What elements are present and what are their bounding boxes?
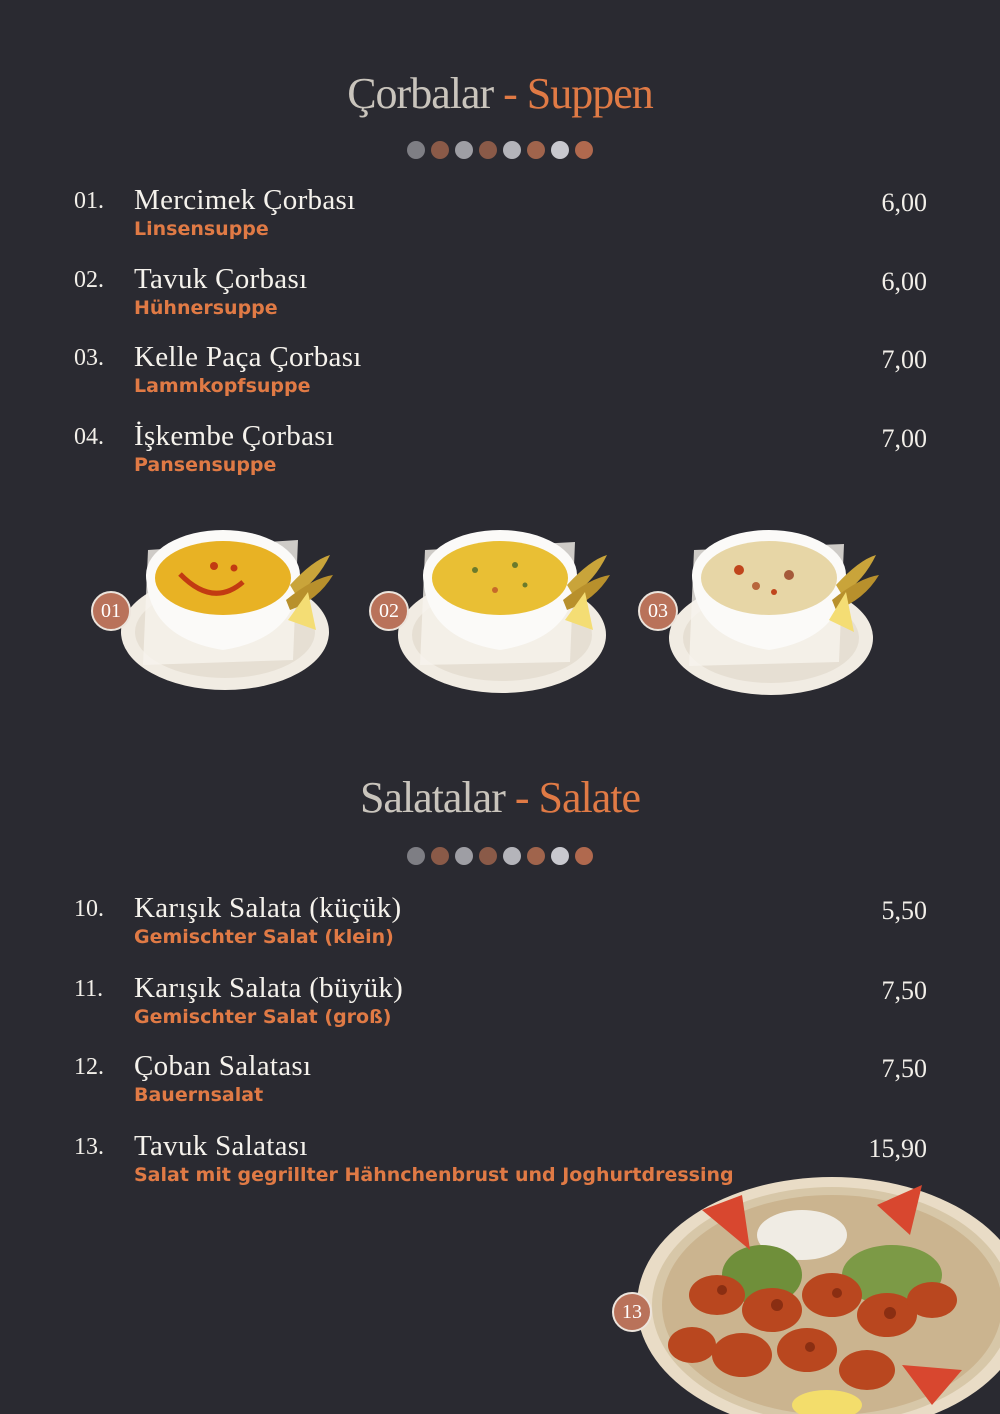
item-description: Salat mit gegrillter Hähnchenbrust und Joghurtdressing [134, 1164, 734, 1186]
item-price: 7,50 [881, 1054, 927, 1083]
photo-badge: 13 [612, 1292, 652, 1332]
item-price: 5,50 [881, 896, 927, 925]
dot-2 [431, 847, 449, 865]
section-title-separator: - [504, 773, 539, 822]
section-title-tr: Çorbalar [347, 69, 494, 118]
item-price: 7,00 [881, 424, 927, 453]
item-description: Hühnersuppe [134, 297, 278, 319]
item-number: 12. [74, 1054, 104, 1080]
item-name: Mercimek Çorbası [134, 184, 356, 216]
item-price: 7,00 [881, 345, 927, 374]
dot-4 [479, 141, 497, 159]
menu-item [0, 1050, 1000, 1114]
item-name: Kelle Paça Çorbası [134, 341, 362, 373]
item-number: 10. [74, 896, 104, 922]
item-name: İşkembe Çorbası [134, 420, 335, 452]
item-description: Bauernsalat [134, 1084, 264, 1106]
item-description: Pansensuppe [134, 454, 277, 476]
dot-7 [551, 847, 569, 865]
dot-7 [551, 141, 569, 159]
item-number: 01. [74, 188, 104, 214]
dot-8 [575, 141, 593, 159]
dot-1 [407, 141, 425, 159]
dot-5 [503, 141, 521, 159]
dot-6 [527, 847, 545, 865]
item-description: Lammkopfsuppe [134, 375, 311, 397]
chicken-soup-photo [395, 520, 610, 695]
section-title-de: Salate [538, 773, 641, 822]
item-name: Çoban Salatası [134, 1050, 312, 1082]
menu-item [0, 263, 1000, 327]
chicken-salad-photo [632, 1175, 1000, 1414]
item-description: Gemischter Salat (groß) [134, 1006, 392, 1028]
dot-3 [455, 847, 473, 865]
photo-badge: 03 [638, 591, 678, 631]
dot-3 [455, 141, 473, 159]
item-description: Linsensuppe [134, 218, 269, 240]
item-name: Tavuk Çorbası [134, 263, 308, 295]
dot-5 [503, 847, 521, 865]
item-number: 02. [74, 267, 104, 293]
menu-item [0, 341, 1000, 405]
lentil-soup-photo [118, 520, 333, 695]
dot-6 [527, 141, 545, 159]
item-price: 6,00 [881, 188, 927, 217]
item-number: 04. [74, 424, 104, 450]
section-title-de: Suppen [526, 69, 653, 118]
item-number: 13. [74, 1134, 104, 1160]
section-title-separator: - [493, 69, 527, 118]
dot-2 [431, 141, 449, 159]
section-title-tr: Salatalar [359, 773, 505, 822]
item-number: 03. [74, 345, 104, 371]
dot-4 [479, 847, 497, 865]
photo-badge: 01 [91, 591, 131, 631]
decorative-dots [0, 847, 1000, 865]
menu-item [0, 972, 1000, 1036]
dot-8 [575, 847, 593, 865]
item-name: Tavuk Salatası [134, 1130, 308, 1162]
menu-item [0, 892, 1000, 956]
item-price: 7,50 [881, 976, 927, 1005]
item-name: Karışık Salata (küçük) [134, 892, 402, 924]
item-number: 11. [74, 976, 104, 1002]
section-title-soups [0, 68, 1000, 119]
dot-1 [407, 847, 425, 865]
item-name: Karışık Salata (büyük) [134, 972, 404, 1004]
item-description: Gemischter Salat (klein) [134, 926, 394, 948]
menu-item [0, 420, 1000, 484]
section-title-salads [0, 772, 1000, 823]
decorative-dots [0, 141, 1000, 159]
item-price: 6,00 [881, 267, 927, 296]
menu-item [0, 184, 1000, 248]
photo-badge: 02 [369, 591, 409, 631]
lamb-head-soup-photo [664, 520, 879, 698]
item-price: 15,90 [868, 1134, 927, 1163]
